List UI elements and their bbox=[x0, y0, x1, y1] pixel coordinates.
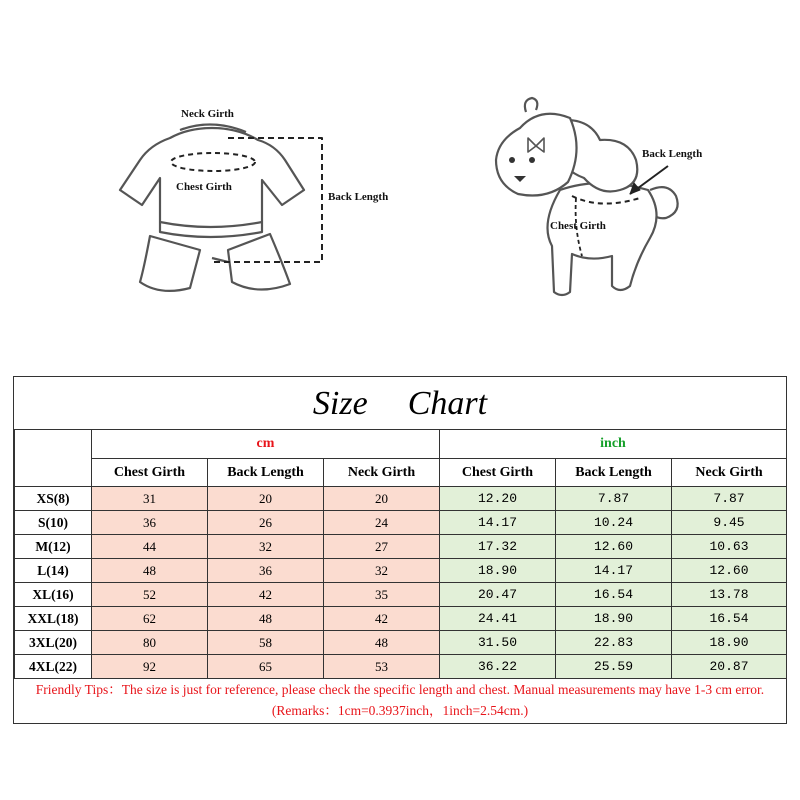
inch-neck-cell: 20.87 bbox=[672, 655, 787, 679]
size-label-cell: M(12) bbox=[15, 535, 92, 559]
cm-back-cell: 20 bbox=[208, 487, 324, 511]
inch-chest-cell: 36.22 bbox=[440, 655, 556, 679]
inch-neck-cell: 13.78 bbox=[672, 583, 787, 607]
table-row bbox=[15, 607, 787, 631]
cm-neck-cell: 27 bbox=[324, 535, 440, 559]
cm-neck-cell: 48 bbox=[324, 631, 440, 655]
cm-chest-cell: 52 bbox=[92, 583, 208, 607]
col-header-inch-neck-girth: Neck Girth bbox=[672, 459, 787, 487]
inch-neck-cell: 7.87 bbox=[672, 487, 787, 511]
col-header-inch-chest-girth: Chest Girth bbox=[440, 459, 556, 487]
col-header-cm-chest-girth: Chest Girth bbox=[92, 459, 208, 487]
inch-chest-cell: 12.20 bbox=[440, 487, 556, 511]
size-label-cell: XL(16) bbox=[15, 583, 92, 607]
inch-back-cell: 18.90 bbox=[556, 607, 672, 631]
table-row bbox=[15, 655, 787, 679]
inch-back-cell: 12.60 bbox=[556, 535, 672, 559]
garment-drawing bbox=[120, 124, 322, 290]
friendly-tips-text: Friendly Tips：The size is just for reference, please check the specific length and chest. Manual measurements may have 1-3 cm error. (Remarks：1cm=0.3937inch，1inch=2.54cm.) bbox=[35, 682, 765, 718]
size-label-cell: 3XL(20) bbox=[15, 631, 92, 655]
cm-back-cell: 42 bbox=[208, 583, 324, 607]
cm-chest-cell: 62 bbox=[92, 607, 208, 631]
illustration-drawings bbox=[0, 0, 800, 370]
inch-chest-cell: 17.32 bbox=[440, 535, 556, 559]
col-header-cm-neck-girth: Neck Girth bbox=[324, 459, 440, 487]
cm-neck-cell: 20 bbox=[324, 487, 440, 511]
cm-back-cell: 36 bbox=[208, 559, 324, 583]
cm-chest-cell: 36 bbox=[92, 511, 208, 535]
inch-chest-cell: 14.17 bbox=[440, 511, 556, 535]
inch-chest-cell: 18.90 bbox=[440, 559, 556, 583]
size-table bbox=[14, 429, 787, 679]
cm-back-cell: 26 bbox=[208, 511, 324, 535]
cm-neck-cell: 24 bbox=[324, 511, 440, 535]
unit-cm-header: cm bbox=[92, 430, 440, 459]
cm-neck-cell: 42 bbox=[324, 607, 440, 631]
cm-neck-cell: 32 bbox=[324, 559, 440, 583]
cm-chest-cell: 44 bbox=[92, 535, 208, 559]
inch-chest-cell: 20.47 bbox=[440, 583, 556, 607]
inch-back-cell: 22.83 bbox=[556, 631, 672, 655]
inch-back-cell: 10.24 bbox=[556, 511, 672, 535]
cm-neck-cell: 35 bbox=[324, 583, 440, 607]
unit-inch-header: inch bbox=[440, 430, 787, 459]
table-row bbox=[15, 631, 787, 655]
shirt-neck-girth-label: Neck Girth bbox=[181, 108, 234, 120]
inch-neck-cell: 12.60 bbox=[672, 559, 787, 583]
cm-back-cell: 48 bbox=[208, 607, 324, 631]
cm-back-cell: 65 bbox=[208, 655, 324, 679]
cm-chest-cell: 31 bbox=[92, 487, 208, 511]
cm-back-cell: 32 bbox=[208, 535, 324, 559]
table-row bbox=[15, 583, 787, 607]
inch-chest-cell: 31.50 bbox=[440, 631, 556, 655]
unit-header-row bbox=[15, 430, 787, 459]
table-row bbox=[15, 535, 787, 559]
measurement-illustrations bbox=[0, 0, 800, 370]
size-label-cell: L(14) bbox=[15, 559, 92, 583]
inch-neck-cell: 10.63 bbox=[672, 535, 787, 559]
shirt-chest-girth-label: Chest Girth bbox=[176, 181, 232, 193]
cm-back-cell: 58 bbox=[208, 631, 324, 655]
table-row bbox=[15, 487, 787, 511]
size-corner-cell bbox=[15, 430, 92, 487]
size-chart bbox=[13, 376, 787, 724]
chart-title-word-size: Size bbox=[312, 385, 368, 422]
cm-chest-cell: 48 bbox=[92, 559, 208, 583]
dog-back-length-label: Back Length bbox=[642, 148, 703, 160]
dog-drawing bbox=[496, 98, 678, 295]
column-header-row bbox=[15, 459, 787, 487]
inch-back-cell: 14.17 bbox=[556, 559, 672, 583]
cm-chest-cell: 92 bbox=[92, 655, 208, 679]
inch-chest-cell: 24.41 bbox=[440, 607, 556, 631]
table-row bbox=[15, 511, 787, 535]
inch-neck-cell: 16.54 bbox=[672, 607, 787, 631]
chart-title bbox=[14, 377, 786, 430]
size-label-cell: XXL(18) bbox=[15, 607, 92, 631]
size-label-cell: 4XL(22) bbox=[15, 655, 92, 679]
size-label-cell: XS(8) bbox=[15, 487, 92, 511]
inch-neck-cell: 18.90 bbox=[672, 631, 787, 655]
cm-chest-cell: 80 bbox=[92, 631, 208, 655]
inch-neck-cell: 9.45 bbox=[672, 511, 787, 535]
shirt-back-length-label: Back Length bbox=[328, 191, 389, 203]
col-header-inch-back-length: Back Length bbox=[556, 459, 672, 487]
col-header-cm-back-length: Back Length bbox=[208, 459, 324, 487]
inch-back-cell: 16.54 bbox=[556, 583, 672, 607]
chart-title-word-chart: Chart bbox=[407, 385, 488, 422]
size-label-cell: S(10) bbox=[15, 511, 92, 535]
cm-neck-cell: 53 bbox=[324, 655, 440, 679]
dog-chest-girth-label: Chest Girth bbox=[550, 220, 606, 232]
inch-back-cell: 25.59 bbox=[556, 655, 672, 679]
table-row bbox=[15, 559, 787, 583]
inch-back-cell: 7.87 bbox=[556, 487, 672, 511]
